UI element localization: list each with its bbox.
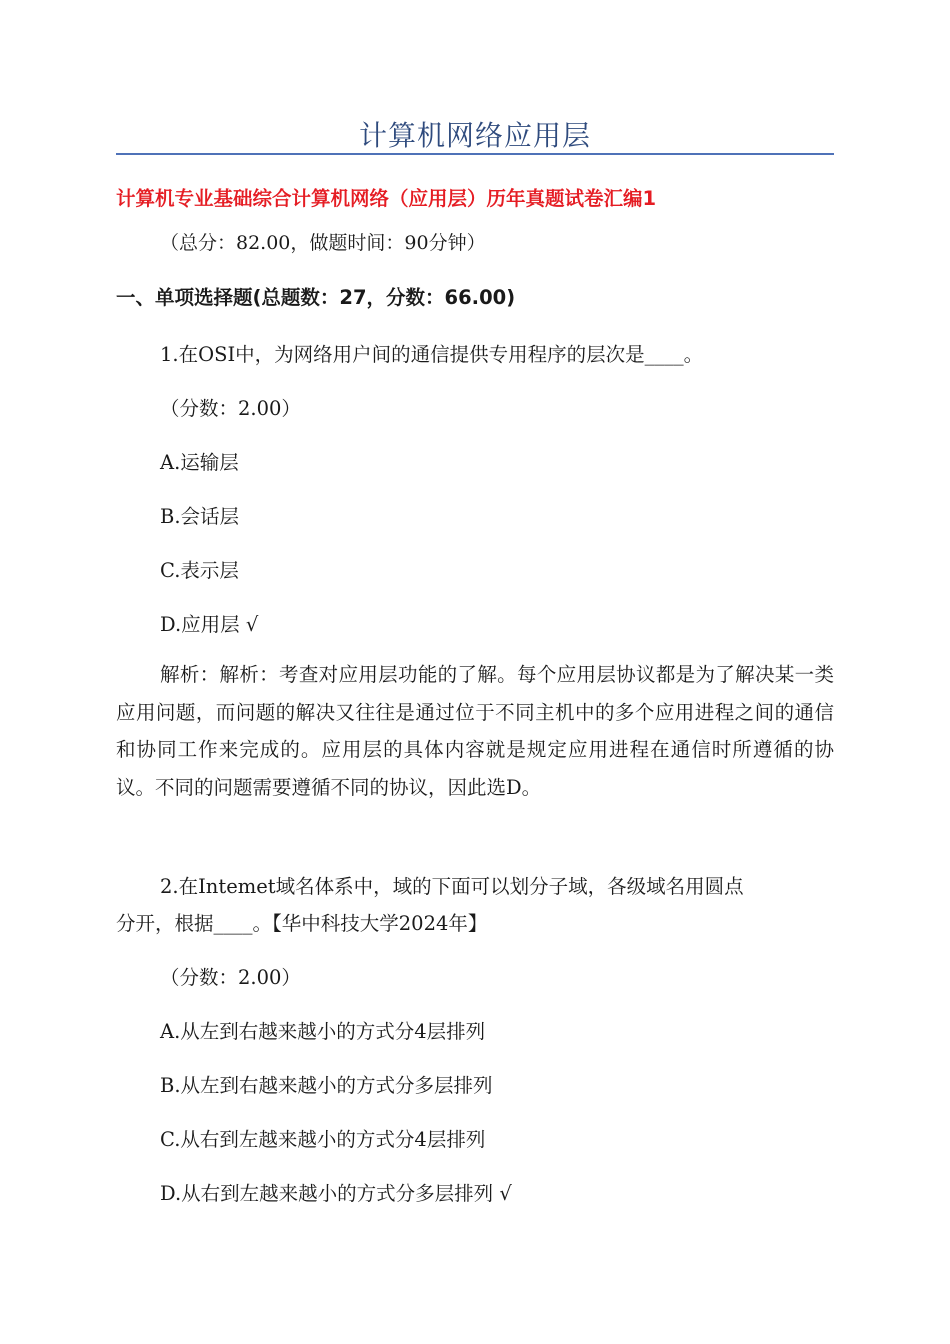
question-2-option-b: B.从左到右越来越小的方式分多层排列 [160,1074,493,1097]
question-2-option-d: D.从右到左越来越小的方式分多层排列 √ [160,1182,512,1205]
question-1-stem: 1.在OSI中，为网络用户间的通信提供专用程序的层次是____。 [160,343,704,366]
question-2-stem-line-1: 2.在Intemet域名体系中，域的下面可以划分子域，各级域名用圆点 [160,875,744,898]
question-1-score: （分数：2.00） [160,397,301,420]
question-2-option-c: C.从右到左越来越小的方式分4层排列 [160,1128,486,1151]
section-heading: 一、单项选择题(总题数：27，分数：66.00) [116,286,516,309]
question-2-option-a: A.从左到右越来越小的方式分4层排列 [160,1020,486,1043]
page-title: 计算机网络应用层 [358,119,591,152]
exam-meta: （总分：82.00，做题时间：90分钟） [160,232,486,254]
exam-title: 计算机专业基础综合计算机网络（应用层）历年真题试卷汇编1 [116,187,657,210]
question-1-option-c: C.表示层 [160,559,239,582]
question-2-score: （分数：2.00） [160,966,301,989]
title-underline [116,153,834,155]
question-1-option-a: A.运输层 [160,451,239,474]
question-1-analysis: 解析：解析：考查对应用层功能的了解。每个应用层协议都是为了解决某一类应用问题，而问题的解决又往往是通过位于不同主机中的多个应用进程之间的通信和协同工作来完成的。应用层的具体内容就是规定应用进程在通信时所遵循的协议。不同的问题需要遵循不同的协议，因此选D。 [116,663,834,799]
question-1-option-d: D.应用层 √ [160,613,259,636]
question-2-stem-line-2: 分开，根据____。【华中科技大学2024年】 [116,912,488,935]
question-1-option-b: B.会话层 [160,505,240,528]
